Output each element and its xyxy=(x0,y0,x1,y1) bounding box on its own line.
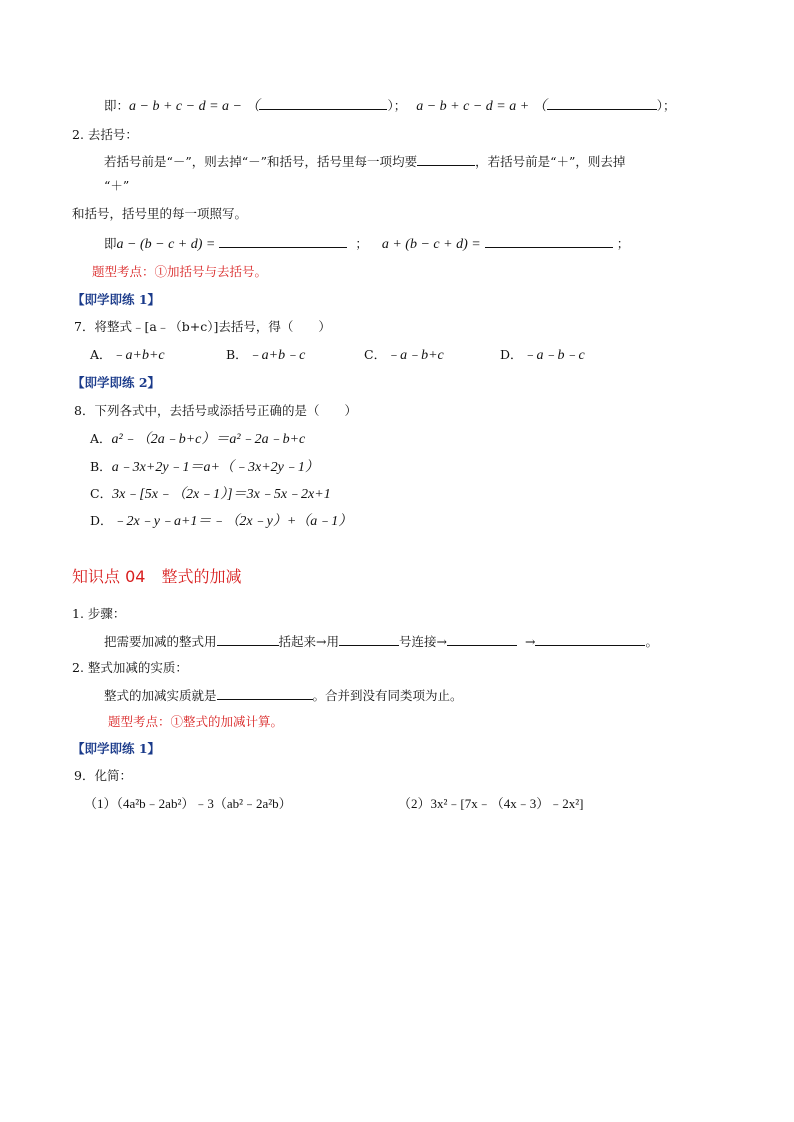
expression-1: a − b + c − d = a − （ xyxy=(129,99,260,114)
option-label: C． xyxy=(90,486,113,501)
step-text xyxy=(104,632,658,651)
formula-expression-1: a − (b − c + d) = xyxy=(116,237,216,252)
blank-5[interactable] xyxy=(485,234,613,248)
q7-option-b[interactable] xyxy=(226,346,305,365)
blank-3[interactable] xyxy=(417,152,475,166)
step-text-part: → xyxy=(524,634,536,649)
exam-point-1: 题型考点：①加括号与去括号。 xyxy=(92,264,268,279)
blank-2[interactable] xyxy=(547,96,657,110)
step-text-part: 号连接→ xyxy=(399,634,447,649)
q8-option-b[interactable] xyxy=(90,458,319,477)
step-text-part: 括起来→用 xyxy=(278,634,339,649)
essence-text-part: 。合并到没有同类项为止。 xyxy=(312,688,463,703)
expression-2: a − b + c − d = a + （ xyxy=(416,99,547,114)
option-text: ﹣a﹣b﹣c xyxy=(522,348,585,363)
item-2-text-a: 若括号前是“－”，则去掉“－”和括号，括号里每一项均要 xyxy=(104,154,418,169)
blank-6[interactable] xyxy=(217,632,279,646)
blank-10[interactable] xyxy=(217,686,313,700)
option-label: D． xyxy=(500,347,523,362)
option-text: a﹣3x+2y﹣1＝a+（﹣3x+2y﹣1） xyxy=(111,460,319,475)
practice-heading-1: 【即学即练 1】 xyxy=(72,292,161,307)
option-label: D． xyxy=(90,513,113,528)
q7-option-c[interactable] xyxy=(364,346,444,365)
step-title: 1. 步骤： xyxy=(72,606,126,621)
formula-end: ； xyxy=(616,236,630,251)
item-2-text-b: ，若括号前是“＋”，则去掉 xyxy=(475,154,626,169)
item-2-text-line-3: 和括号，括号里的每一项照写。 xyxy=(72,206,248,221)
option-label: A． xyxy=(90,347,112,362)
formula-expression-2: a + (b − c + d) = xyxy=(381,237,481,252)
practice-heading-3: 【即学即练 1】 xyxy=(72,741,161,756)
essence-text xyxy=(104,686,463,705)
practice-heading-2: 【即学即练 2】 xyxy=(72,375,161,390)
item-2-text-line-2: “＋” xyxy=(104,178,130,193)
option-label: A． xyxy=(90,431,112,446)
blank-9[interactable] xyxy=(535,632,645,646)
formula-line-2 xyxy=(104,234,629,254)
question-8-stem: 8．下列各式中，去括号或添括号正确的是（ ） xyxy=(74,403,357,418)
essence-text-part: 整式的加减实质就是 xyxy=(104,688,217,703)
option-text: ﹣2x﹣y﹣a+1＝﹣（2x﹣y）+（a﹣1） xyxy=(112,514,353,529)
step-text-part: 。 xyxy=(645,634,658,649)
question-9-sub-2: （2）3x²﹣[7x﹣（4x﹣3）﹣2x²] xyxy=(398,796,584,811)
q8-option-d[interactable] xyxy=(90,512,352,531)
question-9-sub-1: （1）（4a²b﹣2ab²）﹣3（ab²﹣2a²b） xyxy=(84,796,292,811)
q7-option-d[interactable] xyxy=(500,346,585,365)
option-text: ﹣a+b﹣c xyxy=(247,348,306,363)
prefix-text: 即： xyxy=(104,98,130,113)
question-9-stem: 9．化简： xyxy=(74,768,132,783)
formula-prefix: 即 xyxy=(104,236,117,251)
option-text: ﹣a﹣b+c xyxy=(386,348,444,363)
essence-title: 2. 整式加减的实质： xyxy=(72,660,188,675)
option-text: a²﹣（2a﹣b+c）＝a²﹣2a﹣b+c xyxy=(111,432,306,447)
item-2-title: 2. 去括号： xyxy=(72,127,138,142)
formula-sep: ； xyxy=(355,236,368,251)
option-text: ﹣a+b+c xyxy=(111,348,165,363)
item-2-text-line-1 xyxy=(104,152,625,171)
formula-line-1 xyxy=(104,96,675,116)
close-2: ）； xyxy=(656,98,676,113)
option-label: B． xyxy=(90,459,112,474)
section-04-title: 知识点 04 整式的加减 xyxy=(72,567,242,586)
q7-option-a[interactable] xyxy=(90,346,165,365)
close-1: ）； xyxy=(387,98,407,113)
option-label: B． xyxy=(226,347,248,362)
q8-option-c[interactable] xyxy=(90,485,331,504)
blank-1[interactable] xyxy=(259,96,387,110)
blank-7[interactable] xyxy=(339,632,399,646)
question-7-stem: 7．将整式﹣[a﹣（b+c）]去括号，得（ ） xyxy=(74,319,331,334)
step-text-part: 把需要加减的整式用 xyxy=(104,634,217,649)
option-label: C． xyxy=(364,347,387,362)
exam-point-2: 题型考点：①整式的加减计算。 xyxy=(108,714,284,729)
option-text: 3x﹣[5x﹣（2x﹣1）]＝3x﹣5x﹣2x+1 xyxy=(112,487,331,502)
q8-option-a[interactable] xyxy=(90,430,305,449)
blank-8[interactable] xyxy=(447,632,517,646)
blank-4[interactable] xyxy=(219,234,347,248)
